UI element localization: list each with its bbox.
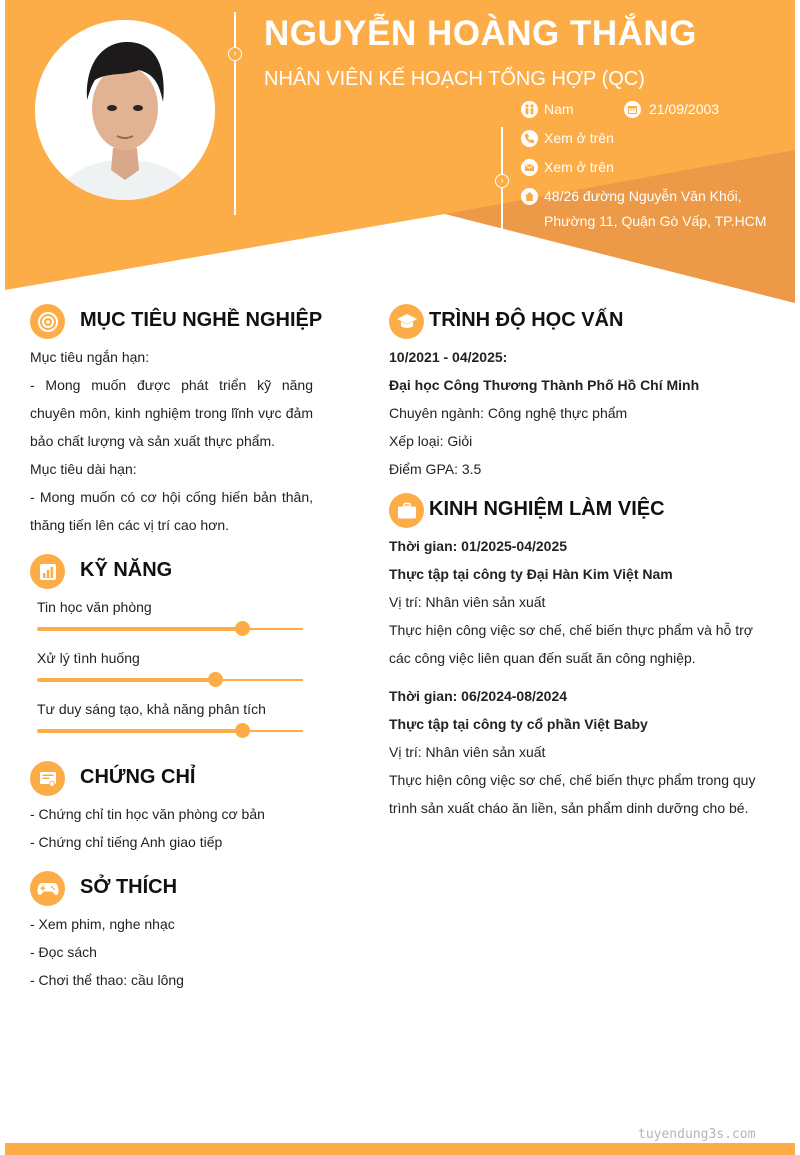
job-company: Thực tập tại công ty cổ phần Việt Baby [389, 716, 648, 732]
briefcase-icon [389, 493, 424, 528]
job-period: Thời gian: 01/2025-04/2025 [389, 538, 568, 554]
candidate-name: NGUYỄN HOÀNG THẮNG [264, 14, 697, 53]
skill-bar-knob [208, 672, 223, 687]
education-school: Đại học Công Thương Thành Phố Hồ Chí Minh [389, 377, 700, 393]
certificate-item: - Chứng chỉ tiếng Anh giao tiếp [30, 834, 223, 850]
objective-long-label: Mục tiêu dài hạn: [30, 461, 137, 477]
skill-label: Tư duy sáng tạo, khả năng phân tích [37, 701, 266, 717]
education-rank: Xếp loại: Giỏi [389, 433, 473, 449]
hobby-item: - Chơi thể thao: cầu lông [30, 972, 184, 988]
hobbies-title: SỞ THÍCH [80, 876, 178, 898]
skill-bar-knob [235, 723, 250, 738]
footer-bar [5, 1143, 795, 1155]
education-title: TRÌNH ĐỘ HỌC VẤN [429, 309, 624, 331]
address-line-1: 48/26 đường Nguyễn Văn Khối, [544, 188, 742, 204]
profile-photo [35, 20, 215, 200]
objective-short-text: - Mong muốn được phát triển kỹ năng chuyên môn, kinh nghiệm trong lĩnh vực đảm bảo chất lượng và sản xuất thực phẩm. [30, 377, 313, 449]
job-period: Thời gian: 06/2024-08/2024 [389, 688, 568, 704]
certificates-title: CHỨNG CHỈ [80, 766, 196, 788]
graduation-cap-icon [389, 304, 424, 339]
objective-title: MỤC TIÊU NGHỀ NGHIỆP [80, 309, 323, 331]
education-major: Chuyên ngành: Công nghệ thực phẩm [389, 405, 628, 421]
target-icon [30, 304, 65, 339]
chevron-right-icon: › [495, 174, 509, 188]
email-icon [521, 159, 538, 176]
phone-value: Xem ở trên [544, 130, 614, 146]
chevron-right-icon: › [228, 47, 242, 61]
header-divider-left [234, 12, 236, 215]
skill-bar-knob [235, 621, 250, 636]
gender-icon [521, 101, 538, 118]
candidate-role: NHÂN VIÊN KẾ HOẠCH TỔNG HỢP (QC) [264, 68, 645, 90]
objective-short-label: Mục tiêu ngắn hạn: [30, 349, 150, 365]
education-gpa: Điểm GPA: 3.5 [389, 461, 482, 477]
gender-value: Nam [544, 101, 574, 117]
birthday-value: 21/09/2003 [649, 101, 720, 117]
job-position: Vị trí: Nhân viên sản xuất [389, 744, 546, 760]
home-icon [521, 188, 538, 205]
hobby-item: - Đọc sách [30, 944, 97, 960]
skill-label: Xử lý tình huống [37, 650, 140, 666]
skill-bar-fill [37, 678, 215, 682]
watermark: tuyendung3s.com [638, 1127, 756, 1142]
experience-title: KINH NGHIỆM LÀM VIỆC [429, 498, 665, 520]
job-description: Thực hiện công việc sơ chế, chế biến thực phẩm và hỗ trợ [389, 622, 753, 638]
job-description: Thực hiện công việc sơ chế, chế biến thực phẩm trong quy [389, 772, 756, 788]
address-line-2: Phường 11, Quận Gò Vấp, TP.HCM [544, 213, 767, 229]
skill-bar-fill [37, 729, 242, 733]
bar-chart-icon [30, 554, 65, 589]
skills-title: KỸ NĂNG [80, 559, 173, 581]
email-value: Xem ở trên [544, 159, 614, 175]
job-description: trình sản xuất cháo ăn liền, sản phẩm dinh dưỡng cho bé. [389, 800, 749, 816]
skill-label: Tin học văn phòng [37, 599, 152, 615]
certificate-icon [30, 761, 65, 796]
skill-bar-fill [37, 627, 242, 631]
calendar-icon [624, 101, 641, 118]
education-period: 10/2021 - 04/2025: [389, 349, 508, 365]
cv-page [5, 0, 795, 1155]
phone-icon [521, 130, 538, 147]
job-position: Vị trí: Nhân viên sản xuất [389, 594, 546, 610]
hobby-item: - Xem phim, nghe nhạc [30, 916, 175, 932]
job-description: các công việc liên quan đến suất ăn công nghiệp. [389, 650, 696, 666]
objective-long-text: - Mong muốn có cơ hội cống hiến bản thân, thăng tiến lên các vị trí cao hơn. [30, 489, 313, 533]
certificate-item: - Chứng chỉ tin học văn phòng cơ bản [30, 806, 265, 822]
job-company: Thực tập tại công ty Đại Hàn Kim Việt Nam [389, 566, 673, 582]
gamepad-icon [30, 871, 65, 906]
person-icon [35, 20, 215, 200]
